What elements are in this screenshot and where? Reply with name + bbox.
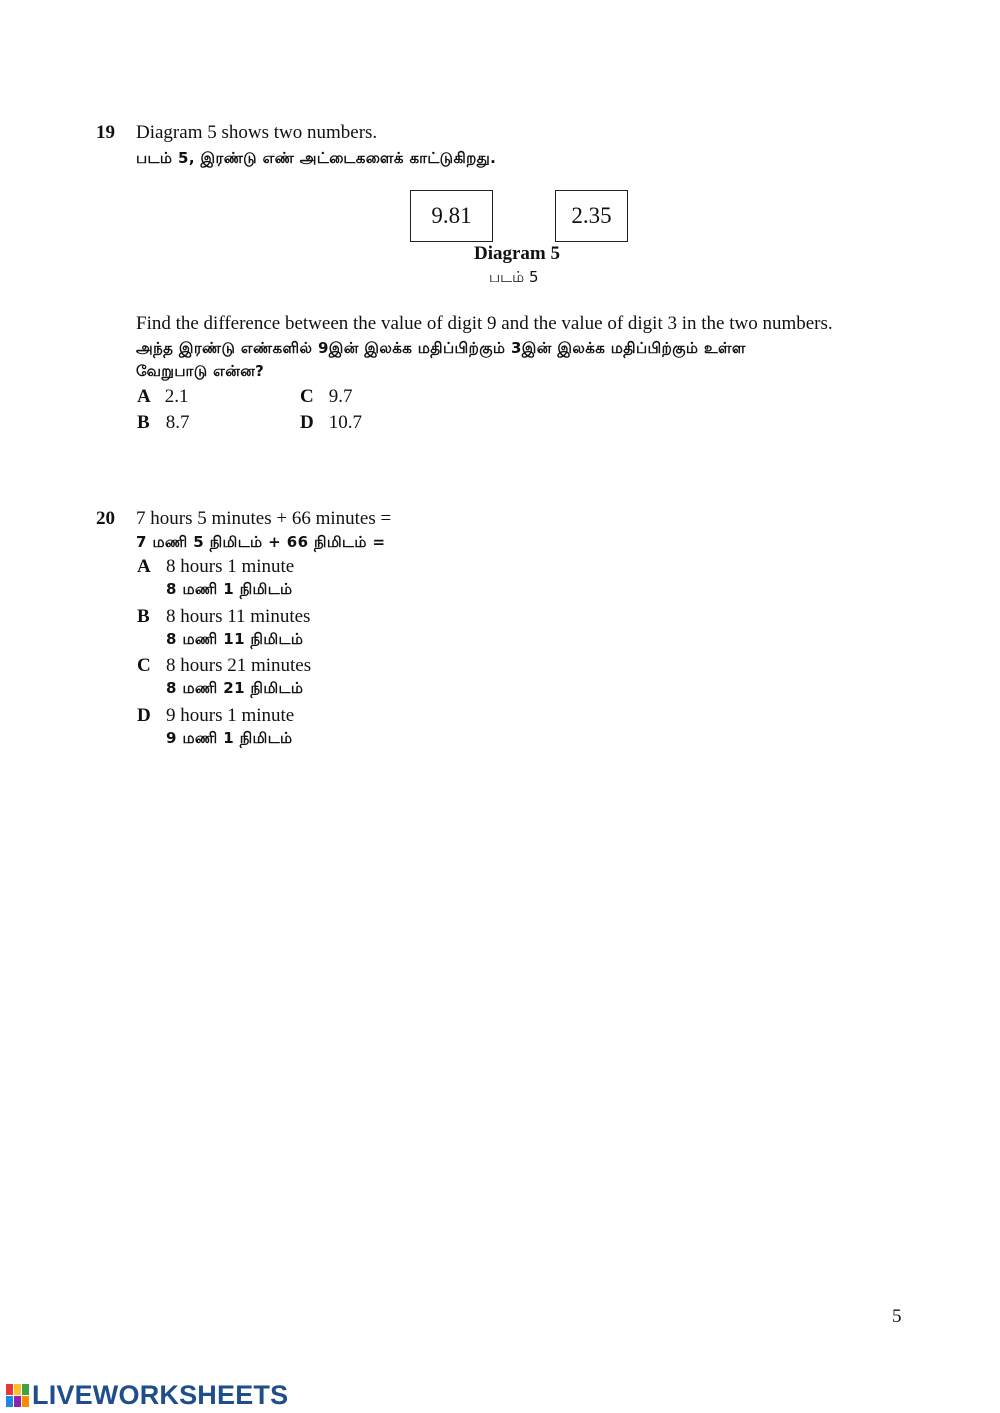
question-19-intro-en: Diagram 5 shows two numbers. bbox=[136, 122, 378, 143]
question-20-option-a[interactable] bbox=[137, 556, 294, 600]
option-letter: C bbox=[300, 386, 314, 407]
logo-square bbox=[22, 1384, 29, 1395]
question-19-text-ta-line1: அந்த இரண்டு எண்களில் 9இன் இலக்க மதிப்பிற்கும் 3இன் இலக்க மதிப்பிற்கும் உள்ள bbox=[136, 339, 746, 357]
option-text-en: 9 hours 1 minute bbox=[166, 705, 295, 726]
question-19-intro-ta: படம் 5, இரண்டு எண் அட்டைகளைக் காட்டுகிறது. bbox=[136, 149, 497, 167]
option-text: 9.7 bbox=[328, 386, 353, 407]
question-20-text-en: 7 hours 5 minutes + 66 minutes = bbox=[136, 508, 392, 529]
number-card-1: 9.81 bbox=[410, 190, 493, 242]
option-text: 10.7 bbox=[328, 412, 362, 433]
question-19-text-en: Find the difference between the value of digit 9 and the value of digit 3 in the two numbers. bbox=[136, 313, 833, 334]
logo-square bbox=[6, 1396, 13, 1407]
logo-square bbox=[14, 1396, 21, 1407]
option-text: 8.7 bbox=[165, 412, 190, 433]
question-19-text-ta-line2: வேறுபாடு என்ன? bbox=[136, 362, 265, 380]
question-19-option-b[interactable] bbox=[137, 412, 189, 434]
option-letter: A bbox=[137, 386, 151, 407]
option-text-ta: 9 மணி 1 நிமிடம் bbox=[166, 729, 293, 747]
question-20-option-d[interactable] bbox=[137, 705, 294, 749]
logo-square bbox=[14, 1384, 21, 1395]
option-text-ta: 8 மணி 1 நிமிடம் bbox=[166, 580, 293, 598]
option-letter: D bbox=[137, 705, 151, 726]
logo-mark-icon bbox=[6, 1384, 29, 1407]
question-19-option-c[interactable] bbox=[300, 386, 352, 408]
question-19-option-a[interactable] bbox=[137, 386, 188, 408]
option-letter: B bbox=[137, 606, 150, 627]
diagram-caption-en: Diagram 5 bbox=[474, 243, 561, 264]
diagram-caption-ta: படம் 5 bbox=[489, 268, 539, 286]
option-text-en: 8 hours 21 minutes bbox=[166, 655, 312, 676]
question-19-number: 19 bbox=[96, 122, 115, 143]
option-letter: B bbox=[137, 412, 150, 433]
liveworksheets-logo[interactable] bbox=[6, 1380, 288, 1411]
option-text-ta: 8 மணி 21 நிமிடம் bbox=[166, 679, 304, 697]
option-text: 2.1 bbox=[164, 386, 189, 407]
question-20-option-c[interactable] bbox=[137, 655, 311, 699]
question-20-text-ta: 7 மணி 5 நிமிடம் + 66 நிமிடம் = bbox=[136, 533, 386, 551]
question-20-number: 20 bbox=[96, 508, 115, 529]
question-20-option-b[interactable] bbox=[137, 606, 310, 650]
option-text-en: 8 hours 1 minute bbox=[166, 556, 295, 577]
logo-square bbox=[22, 1396, 29, 1407]
option-letter: D bbox=[300, 412, 314, 433]
page-number: 5 bbox=[892, 1306, 902, 1327]
number-card-2: 2.35 bbox=[555, 190, 628, 242]
option-letter: A bbox=[137, 556, 151, 577]
logo-text: LIVEWORKSHEETS bbox=[32, 1380, 289, 1410]
option-text-ta: 8 மணி 11 நிமிடம் bbox=[166, 630, 304, 648]
option-text-en: 8 hours 11 minutes bbox=[166, 606, 311, 627]
option-letter: C bbox=[137, 655, 151, 676]
question-19-option-d[interactable] bbox=[300, 412, 362, 434]
logo-square bbox=[6, 1384, 13, 1395]
